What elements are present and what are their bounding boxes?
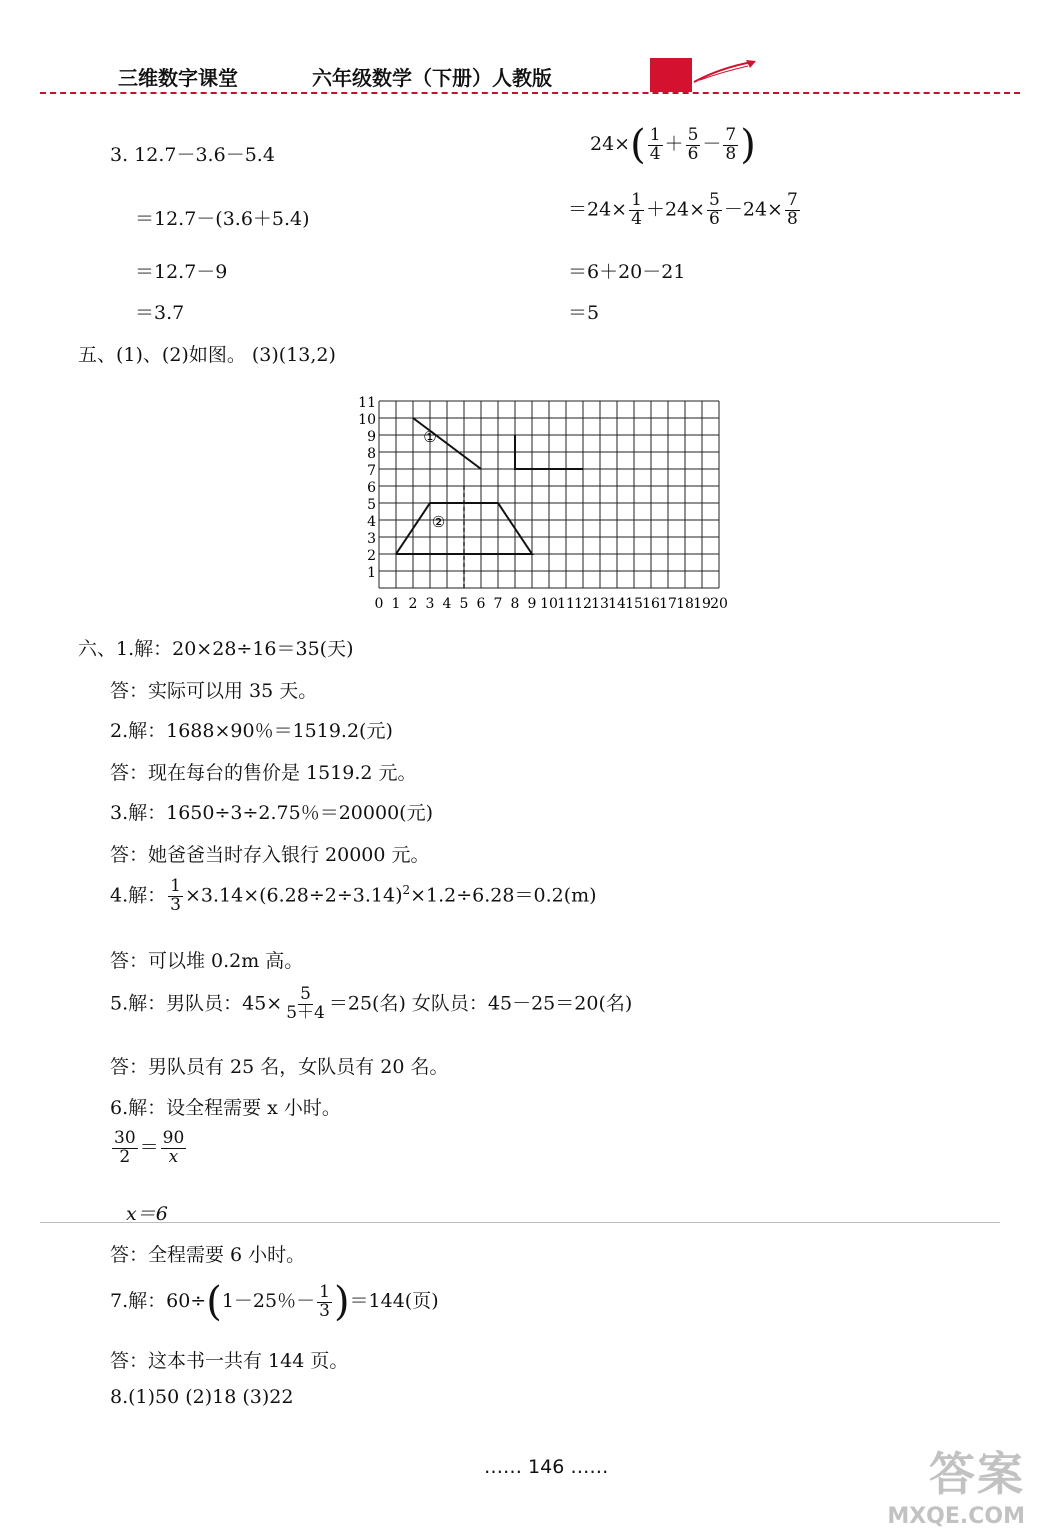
x-tick-label: 17 — [659, 596, 677, 612]
x-tick-label: 12 — [574, 596, 592, 612]
problem-5: 5.解：男队员：45× $\frac{5}{5+4}$ ＝25(名) 女队员：45－25＝20(名) — [110, 984, 633, 1023]
answer-5: 答：男队员有 25 名，女队员有 20 名。 — [110, 1056, 449, 1078]
watermark-text-1: 答案 — [929, 1447, 1025, 1501]
proportion-equation: $\frac{30}{2}$ ＝ $\frac{90}{x}$ — [114, 1128, 185, 1167]
x-tick-label: 0 — [374, 596, 384, 612]
y-tick-label: 4 — [367, 514, 376, 530]
fraction-1-4: $\frac{1}{4}$ — [631, 190, 642, 229]
fraction-5-over-5plus4: $\frac{5}{5+4}$ — [286, 984, 325, 1023]
y-tick-label: 5 — [367, 497, 376, 513]
x-tick-label: 13 — [591, 596, 609, 612]
problem-7: 7.解：60÷(1－25％－ $\frac{1}{3}$ )＝144(页) — [110, 1279, 439, 1325]
x-tick-label: 2 — [408, 596, 418, 612]
x-tick-label: 7 — [493, 596, 503, 612]
fraction-1-3: $\frac{1}{3}$ — [319, 1281, 330, 1321]
problem-1: 六、1.解：20×28÷16＝35(天) — [78, 638, 354, 660]
calc-right-line-1: 24×( $\frac{1}{4}$ ＋ $\frac{5}{6}$ － $\frac{7}{8}$ ) — [590, 122, 756, 168]
x-tick-label: 19 — [693, 596, 711, 612]
problem-8: 8.(1)50 (2)18 (3)22 — [110, 1386, 294, 1408]
y-tick-label: 2 — [367, 548, 376, 564]
shape-1-label: ① — [423, 427, 437, 446]
y-tick-label: 7 — [367, 463, 376, 479]
watermark-text-2: MXQE.COM — [887, 1504, 1025, 1529]
fraction-30-2: $\frac{30}{2}$ — [114, 1128, 136, 1167]
header-center-title: 六年级数学（下册）人教版 — [312, 66, 552, 90]
fraction-5-6: $\frac{5}{6}$ — [709, 190, 720, 229]
problem-6: 6.解：设全程需要 x 小时。 — [110, 1097, 341, 1119]
answer-6: 答：全程需要 6 小时。 — [110, 1244, 306, 1266]
answer-1: 答：实际可以用 35 天。 — [110, 680, 318, 702]
x-tick-label: 5 — [459, 596, 469, 612]
y-tick-label: 10 — [358, 412, 376, 428]
answer-4: 答：可以堆 0.2m 高。 — [110, 950, 304, 972]
fraction-1-3: $\frac{1}{3}$ — [170, 876, 181, 915]
calc-right-line-3: ＝6＋20－21 — [568, 261, 686, 283]
y-tick-label: 6 — [367, 480, 376, 496]
grid-svg — [355, 388, 735, 618]
fraction-90-x: $\frac{90}{x}$ — [162, 1128, 185, 1167]
coordinate-grid — [355, 388, 735, 623]
x-tick-label: 16 — [642, 596, 660, 612]
problem-3: 3.解：1650÷3÷2.75％＝20000(元) — [110, 802, 433, 824]
calc-left-line-2: ＝12.7－(3.6＋5.4) — [135, 208, 310, 230]
x-tick-label: 14 — [608, 596, 626, 612]
fraction-5-6: $\frac{5}{6}$ — [687, 124, 699, 164]
answer-2: 答：现在每台的售价是 1519.2 元。 — [110, 762, 417, 784]
shape-2-label: ② — [431, 512, 446, 531]
y-tick-label: 8 — [367, 446, 376, 462]
section-5-text: 五、(1)、(2)如图。 (3)(13,2) — [78, 344, 336, 366]
page-number: …… 146 …… — [484, 1456, 609, 1478]
scan-line — [40, 1222, 1000, 1223]
watermark-logo — [875, 1438, 1025, 1528]
problem-2: 2.解：1688×90％＝1519.2(元) — [110, 720, 393, 742]
x-tick-label: 3 — [425, 596, 435, 612]
x-tick-label: 10 — [540, 596, 558, 612]
header-divider — [40, 92, 1020, 94]
x-tick-label: 15 — [625, 596, 643, 612]
fraction-7-8: $\frac{7}{8}$ — [725, 124, 737, 164]
fraction-1-4: $\frac{1}{4}$ — [649, 124, 661, 164]
x-tick-label: 11 — [557, 596, 575, 612]
solution-6: x＝6 — [126, 1203, 168, 1225]
x-tick-label: 8 — [510, 596, 520, 612]
calc-right-line-4: ＝5 — [568, 302, 600, 324]
paren-close: ) — [740, 122, 756, 168]
x-tick-label: 6 — [476, 596, 486, 612]
y-tick-label: 11 — [358, 395, 376, 411]
calc-left-line-3: ＝12.7－9 — [135, 261, 228, 283]
calc-left-line-4: ＝3.7 — [135, 302, 185, 324]
calc-left-line-1: 3. 12.7－3.6－5.4 — [110, 144, 275, 166]
fraction-7-8: $\frac{7}{8}$ — [786, 190, 798, 229]
x-tick-label: 4 — [442, 596, 452, 612]
y-tick-label: 9 — [367, 429, 376, 445]
y-tick-label: 3 — [367, 531, 376, 547]
header-red-badge — [650, 58, 692, 92]
answer-7: 答：这本书一共有 144 页。 — [110, 1350, 349, 1372]
rocket-icon — [690, 58, 760, 88]
x-tick-label: 20 — [710, 596, 728, 612]
problem-4: 4.解： $\frac{1}{3}$ $\times 3.14\times(6.28\div 2\div 3.14)^2\times 1.2\div 6.28=0.2(m)$ — [110, 876, 597, 915]
x-tick-label: 1 — [391, 596, 401, 612]
paren-open: ( — [630, 122, 646, 168]
answer-3: 答：她爸爸当时存入银行 20000 元。 — [110, 844, 430, 866]
x-tick-label: 18 — [676, 596, 694, 612]
calc-right-1-pre: 24× — [590, 133, 631, 155]
y-tick-label: 1 — [367, 565, 376, 581]
header-left-title: 三维数字课堂 — [118, 66, 238, 90]
calc-right-line-2: ＝24× $\frac{1}{4}$ ＋24× $\frac{5}{6}$ －24× $\frac{7}{8}$ — [568, 190, 798, 229]
x-tick-label: 9 — [527, 596, 537, 612]
